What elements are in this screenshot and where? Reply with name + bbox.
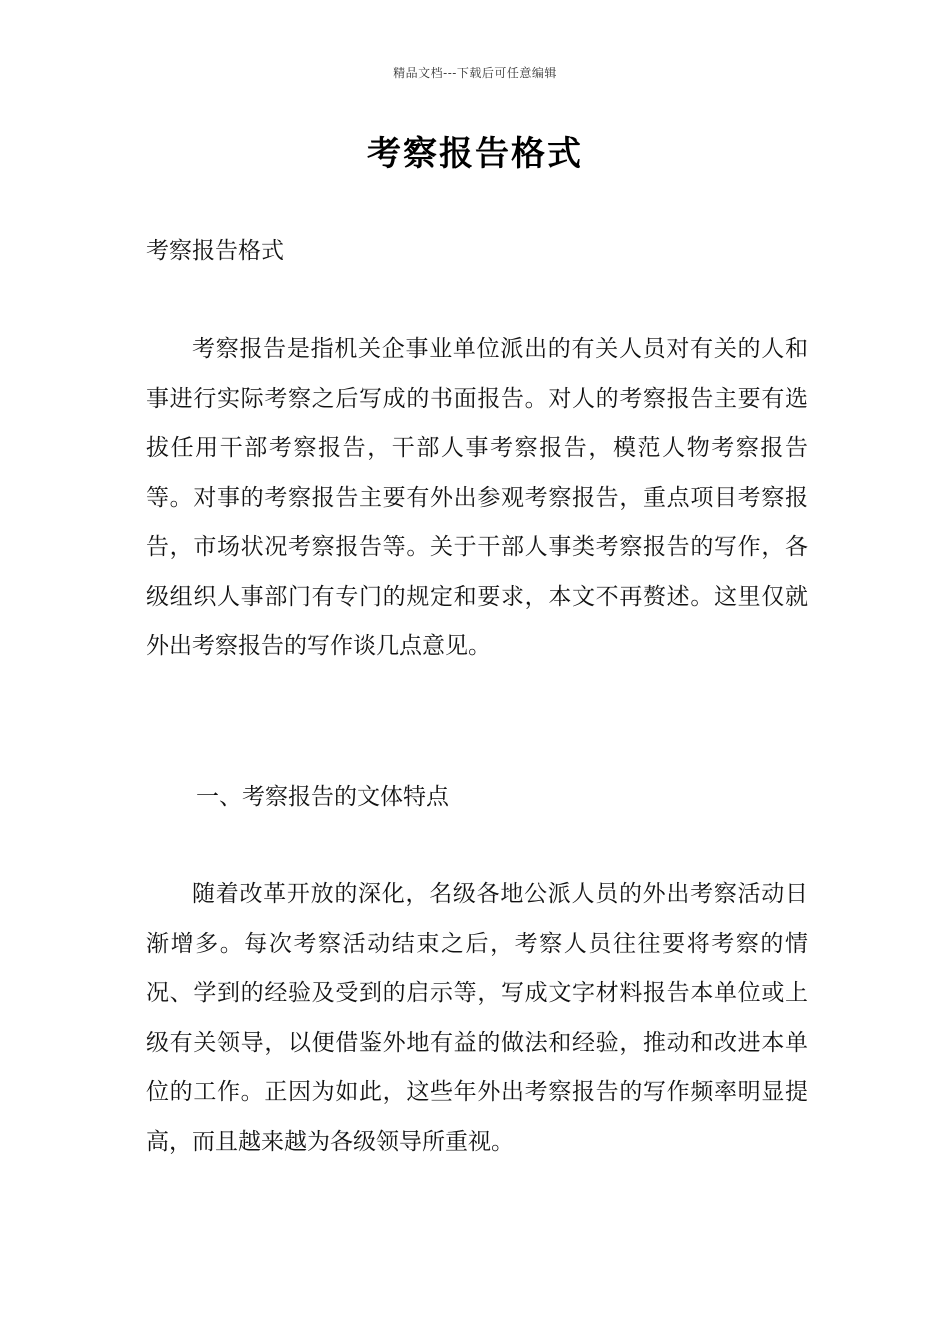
document-subtitle: 考察报告格式 (146, 238, 284, 264)
body-paragraph: 随着改革开放的深化，名级各地公派人员的外出考察活动日渐增多。每次考察活动结束之后，考察人员往往要将考察的情况、学到的经验及受到的启示等，写成文字材料报告本单位或上级有关领导，以便借鉴外地有益的做法和经验，推动和改进本单位的工作。正因为如此，这些年外出考察报告的写作频率明显提高，而且越来越为各级领导所重视。 (146, 881, 808, 1155)
body-paragraph: 考察报告是指机关企事业单位派出的有关人员对有关的人和事进行实际考察之后写成的书面报告。对人的考察报告主要有选拔任用干部考察报告，干部人事考察报告，模范人物考察报告等。对事的考察报告主要有外出参观考察报告，重点项目考察报告，市场状况考察报告等。关于干部人事类考察报告的写作，各级组织人事部门有专门的规定和要求，本文不再赘述。这里仅就外出考察报告的写作谈几点意见。 (146, 336, 808, 659)
document-title: 考察报告格式 (367, 134, 583, 174)
header-note: 精品文档---下载后可任意编辑 (393, 66, 557, 80)
section-heading: 一、考察报告的文体特点 (196, 784, 449, 810)
